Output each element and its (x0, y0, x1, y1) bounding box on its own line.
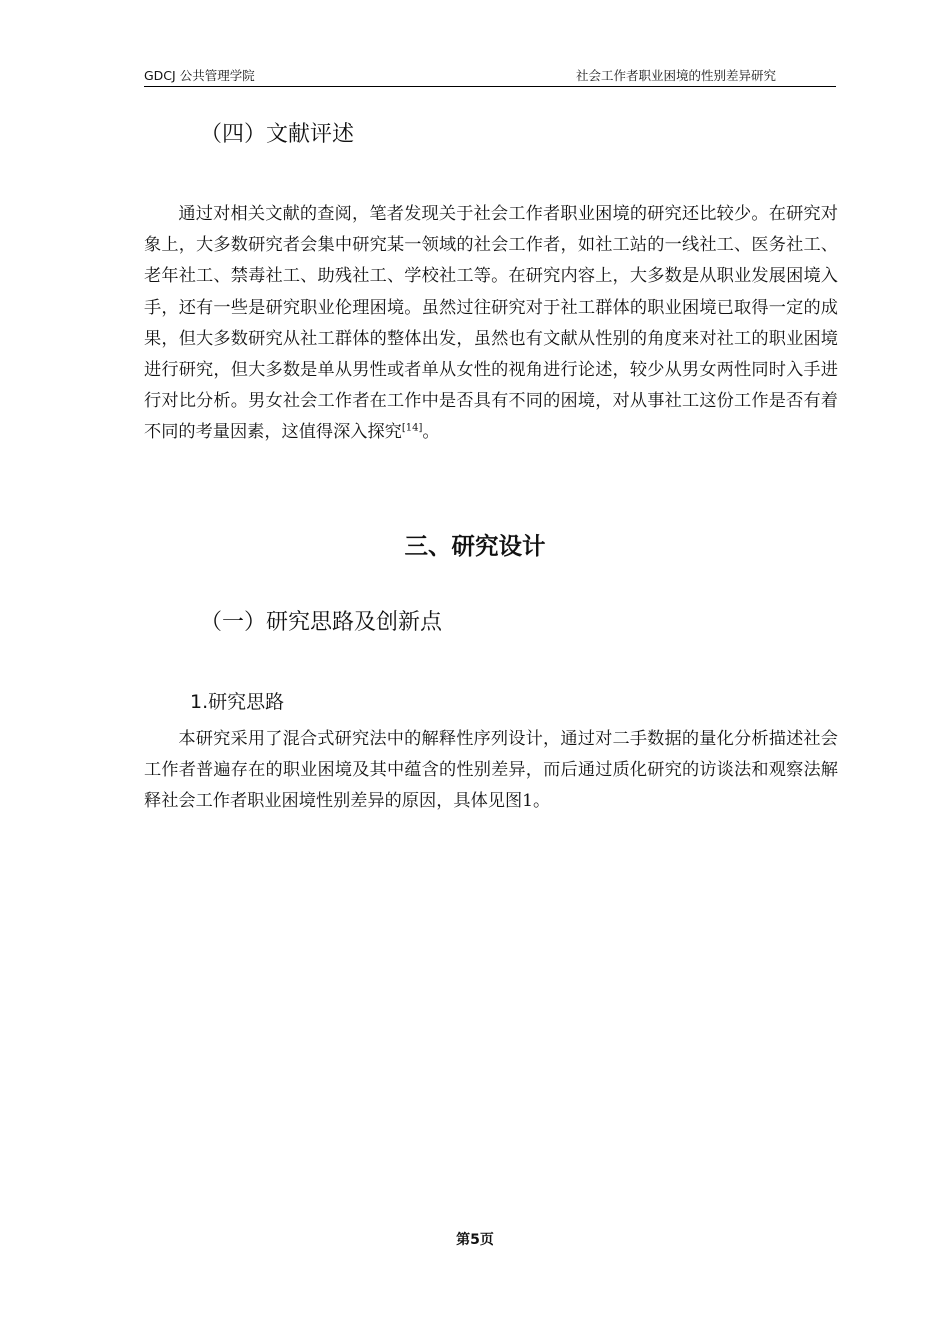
research-idea-paragraph: 本研究采用了混合式研究法中的解释性序列设计，通过对二手数据的量化分析描述社会工作者普遍存在的职业困境及其中蕴含的性别差异，而后通过质化研究的访谈法和观察法解释社会工作者职业困境性别差异的原因，具体见图1。 (144, 729, 838, 812)
subsection-title-research-idea: 1.研究思路 (190, 691, 285, 713)
literature-review-paragraph (144, 199, 838, 449)
running-header (144, 68, 836, 87)
page-number: 第5页 (456, 1232, 494, 1248)
chapter-title: 三、研究设计 (404, 532, 546, 560)
header-institution: GDCJ 公共管理学院 (144, 68, 255, 83)
section-title-research-approach: （一）研究思路及创新点 (200, 610, 443, 635)
citation-reference: [14] (401, 422, 423, 434)
section-title-literature-review: （四）文献评述 (200, 122, 355, 147)
literature-review-text: 通过对相关文献的查阅，笔者发现关于社会工作者职业困境的研究还比较少。在研究对象上，大多数研究者会集中研究某一领域的社会工作者，如社工站的一线社工、医务社工、老年社工、禁毒社工、助残社工、学校社工等。在研究内容上，大多数是从职业发展困境入手，还有一些是研究职业伦理困境。虽然过往研究对于社工群体的职业困境已取得一定的成果，但大多数研究从社工群体的整体出发，虽然也有文献从性别的角度来对社工的职业困境进行研究，但大多数是单从男性或者单从女性的视角进行论述，较少从男女两性同时入手进行对比分析。男女社会工作者在工作中是否具有不同的困境，对从事社工这份工作是否有着不同的考量因素，这值得深入探究 (144, 204, 838, 443)
literature-review-text-end: 。 (422, 422, 440, 443)
header-paper-title: 社会工作者职业困境的性别差异研究 (575, 68, 776, 83)
